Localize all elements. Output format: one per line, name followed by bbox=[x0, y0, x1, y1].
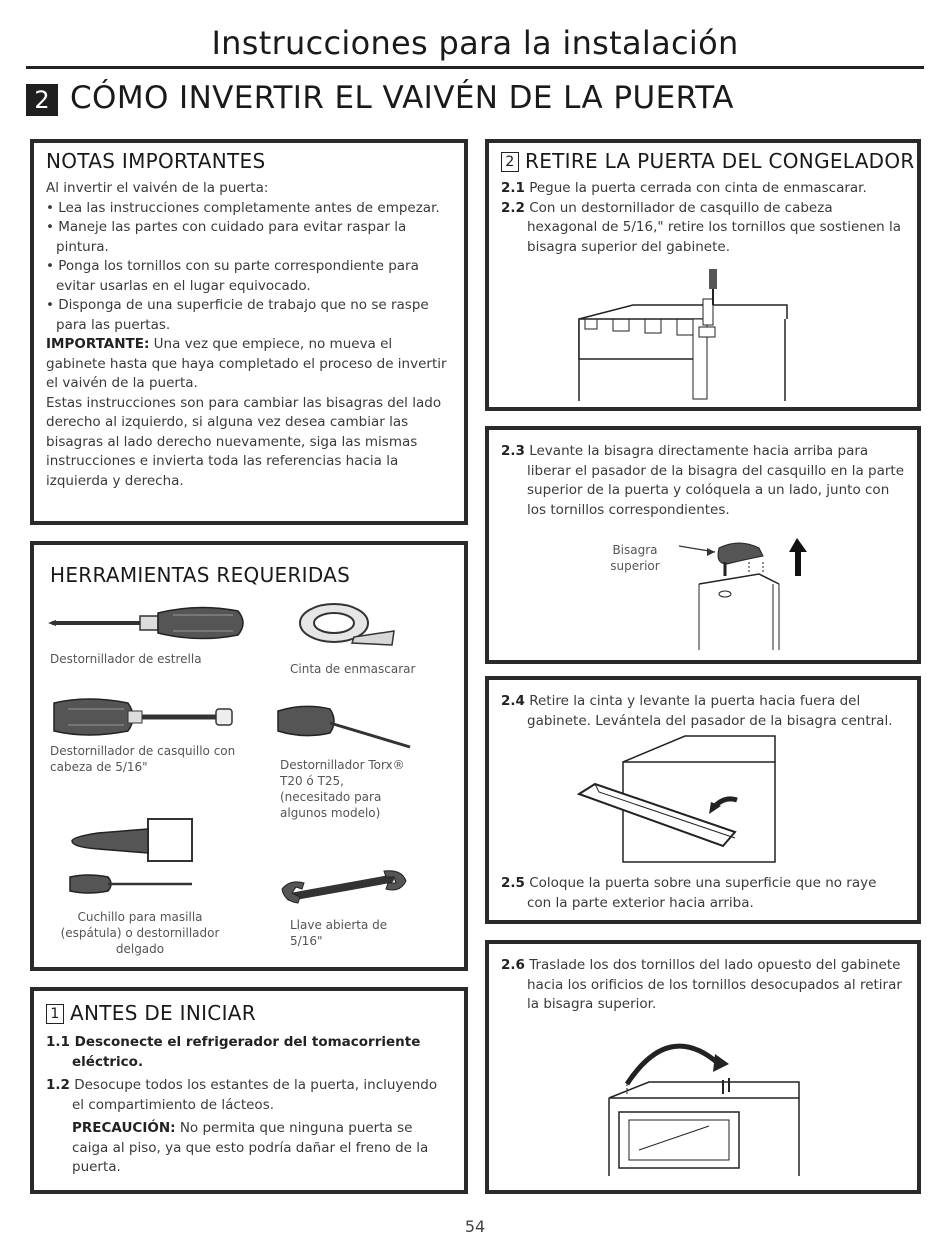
step-text: Traslade los dos tornillos del lado opuesto del gabinete hacia los orificios de los tornillos desocupados al retirar la bisagra superior. bbox=[527, 957, 902, 1012]
section-title: CÓMO INVERTIR EL VAIVÉN DE LA PUERTA bbox=[70, 80, 734, 116]
step-2-6-box bbox=[485, 940, 921, 1194]
notas-importantes-box bbox=[30, 139, 468, 525]
section-number-badge: 2 bbox=[26, 84, 58, 116]
hinge-lift-illustration bbox=[679, 534, 839, 654]
caution-label: PRECAUCIÓN: bbox=[72, 1120, 176, 1136]
notas-title: NOTAS IMPORTANTES bbox=[46, 149, 266, 173]
caption-putty: Cuchillo para masilla (espátula) o destornillador delgado bbox=[60, 910, 220, 956]
phillips-screwdriver-icon bbox=[48, 603, 248, 643]
step-number-box: 2 bbox=[501, 152, 519, 172]
caption-torx: Destornillador Torx® T20 ó T25, (necesitado para algunos modelo) bbox=[280, 758, 405, 820]
torx-screwdriver-icon bbox=[274, 703, 414, 753]
herramientas-box bbox=[30, 541, 468, 971]
step-text: Retire la cinta y levante la puerta hacia fuera del gabinete. Levántela del pasador de la bisagra central. bbox=[527, 693, 893, 729]
step-2-4 bbox=[501, 692, 905, 731]
notas-bullet: • Ponga los tornillos con su parte correspondiente para evitar usarlas en el lugar equivocado. bbox=[46, 258, 419, 294]
step-2-4-box bbox=[485, 676, 921, 924]
notas-bullet: • Disponga de una superficie de trabajo que no se raspe para las puertas. bbox=[46, 297, 429, 333]
putty-knife-icon bbox=[68, 815, 198, 865]
retire-title bbox=[501, 149, 915, 173]
retire-title-text: RETIRE LA PUERTA DEL CONGELADOR bbox=[525, 149, 915, 173]
screw-transfer-illustration bbox=[589, 1030, 809, 1180]
caption-wrench: Llave abierta de 5/16" bbox=[290, 918, 388, 948]
antes-title bbox=[46, 1001, 452, 1025]
masking-tape-icon bbox=[294, 601, 404, 651]
step-text: Pegue la puerta cerrada con cinta de enmascarar. bbox=[529, 180, 867, 196]
notas-bullet: • Maneje las partes con cuidado para evitar raspar la pintura. bbox=[46, 219, 407, 255]
step-2-5-wrap bbox=[501, 874, 901, 913]
section-heading bbox=[26, 80, 924, 120]
step-2-6 bbox=[501, 956, 905, 1015]
step-text: Levante la bisagra directamente hacia arriba para liberar el pasador de la bisagra del casquillo en la parte superior de la puerta y colóquela a un lado, junto con los tornillos correspondientes. bbox=[527, 443, 905, 518]
freezer-hinge-illustration bbox=[573, 269, 803, 405]
hinge-label-line2: superior bbox=[610, 559, 660, 573]
step-text: Desconecte el refrigerador del tomacorriente eléctrico. bbox=[72, 1034, 421, 1070]
antes-title-text: ANTES DE INICIAR bbox=[70, 1001, 256, 1025]
step-number: 2.4 bbox=[501, 693, 525, 709]
step-text: Desocupe todos los estantes de la puerta, incluyendo el compartimiento de lácteos. bbox=[72, 1077, 438, 1113]
retire-step bbox=[501, 199, 905, 258]
wrench-icon bbox=[280, 867, 410, 907]
step-2-5 bbox=[501, 874, 901, 913]
step-number: 2.5 bbox=[501, 875, 525, 891]
step-number: 2.2 bbox=[501, 199, 525, 216]
antes-step bbox=[46, 1076, 452, 1115]
caption-nut-driver: Destornillador de casquillo con cabeza de 5/16" bbox=[50, 744, 236, 774]
step-2-3 bbox=[501, 442, 905, 520]
door-removal-illustration bbox=[575, 734, 775, 864]
thin-screwdriver-icon bbox=[68, 873, 198, 895]
important-text: Una vez que empiece, no mueva el gabinete hasta que haya completado el proceso de invertir el vaivén de la puerta. bbox=[46, 336, 447, 391]
notas-important bbox=[46, 335, 452, 394]
hinge-label-line1: Bisagra bbox=[612, 543, 658, 557]
notas-intro: Al invertir el vaivén de la puerta: bbox=[46, 180, 269, 196]
header-rule bbox=[26, 66, 924, 69]
page-header-title: Instrucciones para la instalación bbox=[211, 24, 739, 62]
step-text: Con un destornillador de casquillo de cabeza hexagonal de 5/16," retire los tornillos que sostienen la bisagra superior del gabinete. bbox=[527, 199, 902, 255]
retire-box bbox=[485, 139, 921, 411]
step-number: 1.2 bbox=[46, 1077, 70, 1093]
caption-phillips: Destornillador de estrella bbox=[50, 652, 202, 666]
step-number: 2.3 bbox=[501, 443, 525, 459]
caution-text: No permita que ninguna puerta se caiga al piso, ya que esto podría dañar el freno de la puerta. bbox=[72, 1120, 429, 1175]
retire-step bbox=[501, 179, 905, 199]
step-number-box: 1 bbox=[46, 1004, 64, 1024]
step-number: 1.1 bbox=[46, 1034, 70, 1050]
notas-paragraph: Estas instrucciones son para cambiar las bisagras del lado derecho al izquierdo, si alguna vez desea cambiar las bisagras al lado derecho nuevamente, siga las mismas instrucciones e invierta toda las referencias hacia la izquierda y derecha. bbox=[46, 394, 442, 489]
antes-caution bbox=[46, 1119, 452, 1178]
antes-de-iniciar-box bbox=[30, 987, 468, 1194]
hinge-label bbox=[595, 542, 675, 574]
caption-tape: Cinta de enmascarar bbox=[290, 662, 416, 676]
step-number: 2.6 bbox=[501, 957, 525, 973]
important-label: IMPORTANTE: bbox=[46, 336, 150, 352]
antes-step bbox=[46, 1033, 452, 1072]
step-2-3-box bbox=[485, 426, 921, 664]
page-number: 54 bbox=[464, 1217, 486, 1236]
notas-bullet: • Lea las instrucciones completamente antes de empezar. bbox=[46, 199, 440, 216]
nut-driver-icon bbox=[48, 695, 248, 739]
herramientas-title: HERRAMIENTAS REQUERIDAS bbox=[50, 563, 351, 587]
step-number: 2.1 bbox=[501, 180, 525, 196]
step-text: Coloque la puerta sobre una superficie que no raye con la parte exterior hacia arriba. bbox=[527, 875, 877, 911]
